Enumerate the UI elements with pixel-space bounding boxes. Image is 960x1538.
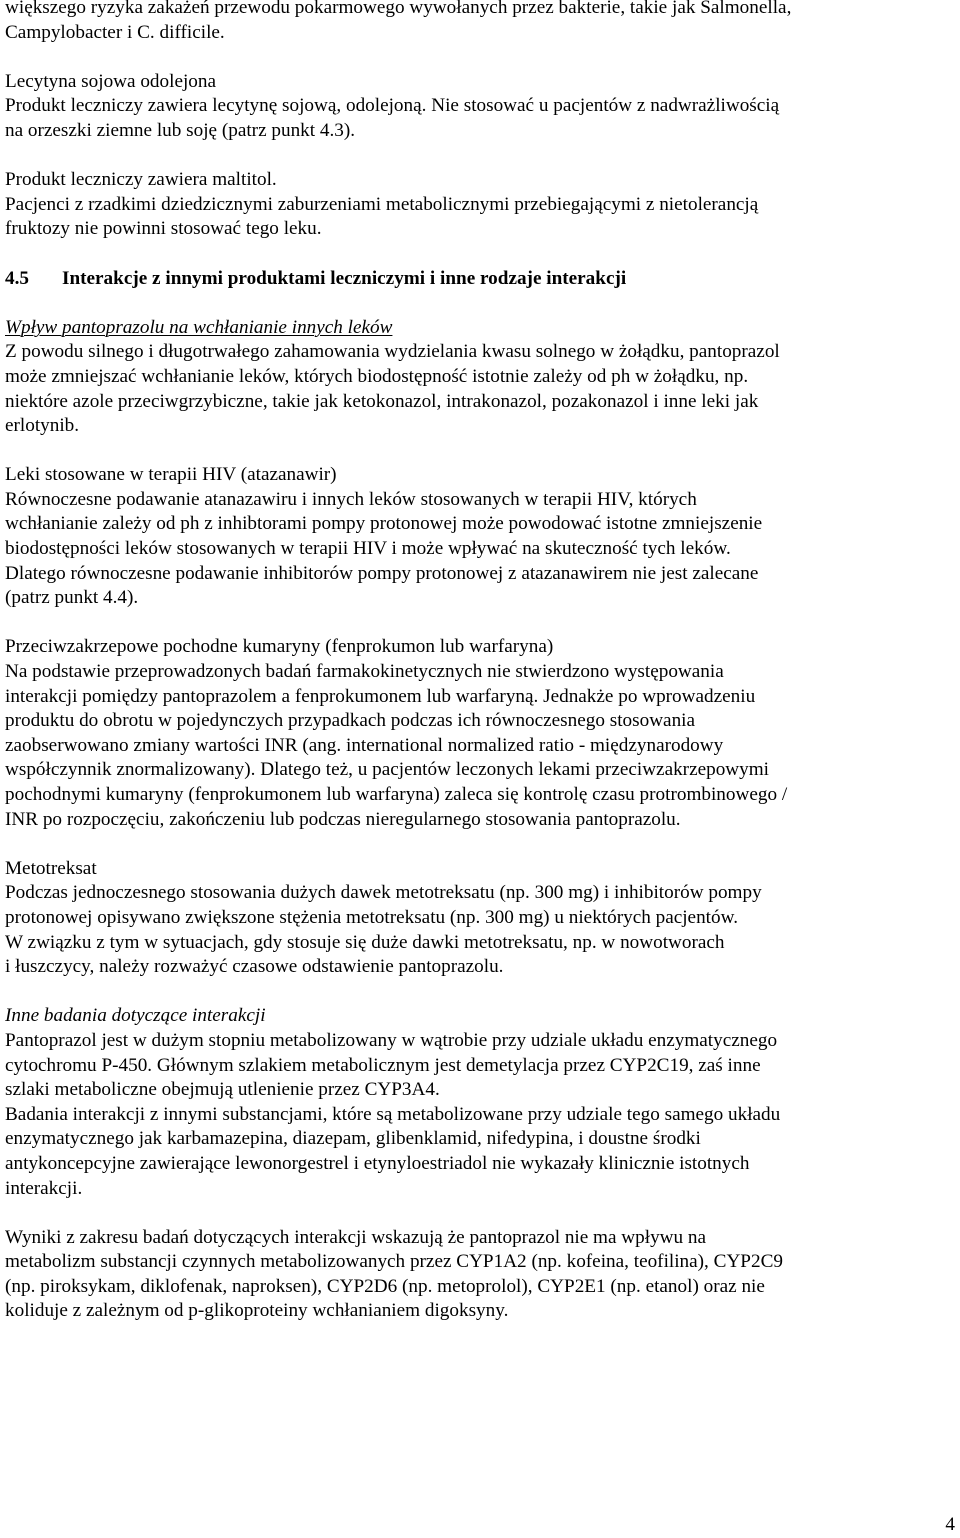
text-line: współczynnik znormalizowany). Dlatego też, u pacjentów leczonych lekami przeciwzakrzepowymi bbox=[5, 759, 769, 781]
text-line: Pantoprazol jest w dużym stopniu metabolizowany w wątrobie przy udziale układu enzymatycznego bbox=[5, 1029, 778, 1051]
page-number: 4 bbox=[945, 1514, 955, 1535]
text-line: niektóre azole przeciwgrzybiczne, takie jak ketokonazol, intrakonazol, pozakonazol i inne leki jak bbox=[5, 390, 759, 412]
text-line: szlaki metaboliczne obejmują utlenienie przez CYP3A4. bbox=[5, 1079, 440, 1101]
text-line: (patrz punkt 4.4). bbox=[5, 587, 139, 609]
text-line: Dlatego równoczesne podawanie inhibitorów pompy protonowej z atazanawirem nie jest zalecane bbox=[5, 562, 759, 584]
lecithin-paragraph bbox=[5, 70, 950, 144]
text-line: pochodnymi kumaryny (fenprokumonem lub warfaryna) zaleca się kontrolę czasu protrombinowego / bbox=[5, 784, 788, 805]
text-line: Badania interakcji z innymi substancjami, które są metabolizowane przy udziale tego samego układu bbox=[5, 1103, 781, 1125]
text-line: Z powodu silnego i długotrwałego zahamowania wydzielania kwasu solnego w żołądku, pantoprazol bbox=[5, 341, 780, 363]
text-line: erlotynib. bbox=[5, 415, 80, 437]
text-line: Na podstawie przeprowadzonych badań farmakokinetycznych nie stwierdzono występowania bbox=[5, 661, 724, 683]
text-line: antykoncepcyjne zawierające lewonorgestrel i etynyloestriadol nie wykazały klinicznie istotnych bbox=[5, 1152, 750, 1174]
text-line: na orzeszki ziemne lub soję (patrz punkt 4.3). bbox=[5, 119, 356, 141]
hiv-subtitle: Leki stosowane w terapii HIV (atazanawir) bbox=[5, 464, 337, 486]
text-line: Pacjenci z rzadkimi dziedzicznymi zaburzeniami metabolicznymi przebiegającymi z nietolerancją bbox=[5, 193, 759, 215]
text-line: cytochromu P-450. Głównym szlakiem metabolicznym jest demetylacja przez CYP2C19, zaś inne bbox=[5, 1054, 761, 1076]
text-line: enzymatycznego jak karbamazepina, diazepam, glibenklamid, nifedypina, i doustne środki bbox=[5, 1128, 701, 1150]
results-paragraph bbox=[5, 1226, 950, 1324]
text-line: zaobserwowano zmiany wartości INR (ang. international normalized ratio - międzynarodowy bbox=[5, 734, 724, 756]
text-line: interakcji pomiędzy pantoprazolem a fenprokumonem lub warfaryną. Jednakże po wprowadzeniu bbox=[5, 685, 756, 707]
other-interactions-paragraph bbox=[5, 1004, 950, 1201]
text-line: produktu do obrotu w pojedynczych przypadkach podczas ich równoczesnego stosowania bbox=[5, 710, 696, 732]
text-line: Wyniki z zakresu badań dotyczących interakcji wskazują że pantoprazol nie ma wpływu na bbox=[5, 1226, 707, 1248]
other-subtitle: Inne badania dotyczące interakcji bbox=[5, 1005, 266, 1027]
text-line: może zmniejszać wchłanianie leków, których biodostępność istotnie zależy od ph w żołądku, np. bbox=[5, 365, 749, 387]
coumarin-subtitle: Przeciwzakrzepowe pochodne kumaryny (fenprokumon lub warfaryna) bbox=[5, 636, 554, 658]
absorption-subtitle: Wpływ pantoprazolu na wchłanianie innych leków bbox=[5, 316, 393, 338]
lecithin-title: Lecytyna sojowa odolejona bbox=[5, 70, 216, 92]
text-line: większego ryzyka zakażeń przewodu pokarmowego wywołanych przez bakterie, takie jak Salmonella, bbox=[5, 0, 792, 18]
section-title: Interakcje z innymi produktami leczniczymi i inne rodzaje interakcji bbox=[62, 267, 627, 289]
absorption-paragraph bbox=[5, 316, 950, 439]
section-number: 4.5 bbox=[5, 267, 29, 289]
text-line: biodostępności leków stosowanych w terapii HIV i może wpływać na skuteczność tych leków. bbox=[5, 538, 731, 560]
text-line: Podczas jednoczesnego stosowania dużych dawek metotreksatu (np. 300 mg) i inhibitorów pompy bbox=[5, 882, 762, 904]
text-line: Campylobacter i C. difficile. bbox=[5, 21, 225, 43]
hiv-paragraph bbox=[5, 463, 950, 611]
text-line: Równoczesne podawanie atanazawiru i innych leków stosowanych w terapii HIV, których bbox=[5, 488, 697, 510]
text-line: fruktozy nie powinni stosować tego leku. bbox=[5, 218, 322, 240]
text-line: wchłanianie zależy od ph z inhibtorami pompy protonowej może powodować istotne zmniejszenie bbox=[5, 513, 763, 535]
methotrexate-subtitle: Metotreksat bbox=[5, 857, 97, 879]
text-line: Produkt leczniczy zawiera lecytynę sojową, odolejoną. Nie stosować u pacjentów z nadwrażliwością bbox=[5, 95, 780, 117]
intro-paragraph bbox=[5, 0, 950, 45]
document-page bbox=[5, 0, 950, 1324]
text-line: INR po rozpoczęciu, zakończeniu lub podczas nieregularnego stosowania pantoprazolu. bbox=[5, 808, 681, 830]
text-line: protonowej opisywano zwiększone stężenia metotreksatu (np. 300 mg) u niektórych pacjentów. bbox=[5, 906, 739, 928]
text-line: W związku z tym w sytuacjach, gdy stosuje się duże dawki metotreksatu, np. w nowotworach bbox=[5, 931, 725, 953]
text-line: (np. piroksykam, diklofenak, naproksen), CYP2D6 (np. metoprolol), CYP2E1 (np. etanol) oraz nie bbox=[5, 1275, 765, 1297]
text-line: koliduje z zależnym od p-glikoproteiny wchłanianiem digoksyny. bbox=[5, 1300, 509, 1322]
coumarin-paragraph bbox=[5, 635, 950, 832]
methotrexate-paragraph bbox=[5, 857, 950, 980]
section-heading bbox=[5, 267, 950, 292]
maltitol-paragraph bbox=[5, 168, 950, 242]
text-line: metabolizm substancji czynnych metabolizowanych przez CYP1A2 (np. kofeina, teofilina), CYP2C9 bbox=[5, 1251, 783, 1273]
text-line: Produkt leczniczy zawiera maltitol. bbox=[5, 169, 277, 191]
text-line: i łuszczycy, należy rozważyć czasowe odstawienie pantoprazolu. bbox=[5, 956, 504, 978]
text-line: interakcji. bbox=[5, 1177, 83, 1199]
